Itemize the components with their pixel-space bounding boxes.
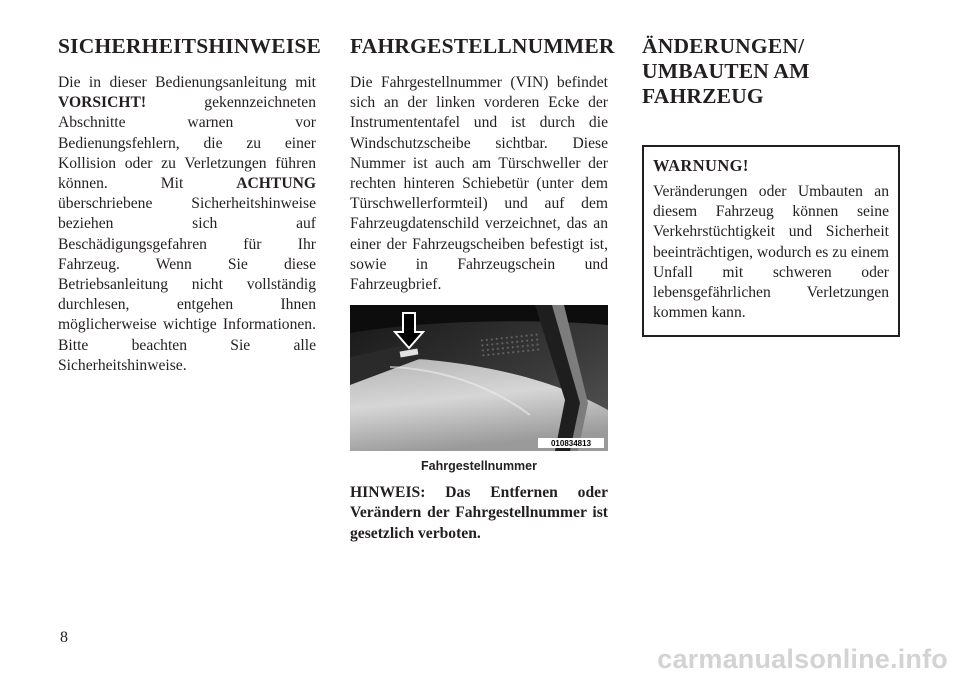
safety-text-part: überschriebene Sicherheitshinweise beziehen sich auf Beschädigungsgefahren für Ihr Fahrzeug. Wenn Sie diese Betriebsanleitung nicht vollständig durchlesen, entgehen Ihnen möglicherweise wichtige Informationen. Bitte beachten Sie alle Sicherheitshinweise. (58, 195, 316, 374)
vin-column (350, 34, 615, 544)
vin-heading: FAHRGESTELLNUMMER (350, 34, 615, 58)
vin-figure (350, 305, 608, 473)
heading-line: ÄNDERUNGEN/ (642, 34, 805, 58)
modifications-column (642, 34, 896, 337)
warning-text: Veränderungen oder Umbauten an diesem Fahrzeug können seine Verkehrstüchtigkeit und Sicherheit beeinträchtigen, wodurch es zu einem Unfall mit schweren oder lebensgefährlichen Verletzungen kommen kann. (653, 183, 889, 322)
warning-box (642, 145, 900, 337)
warning-title: WARNUNG! (653, 156, 749, 175)
figure-id-label: 010834813 (550, 439, 592, 449)
watermark: carmanualsonline.info (657, 644, 948, 674)
attention-keyword: ACHTUNG (236, 175, 316, 193)
heading-line: UMBAUTEN AM (642, 59, 810, 83)
safety-notes-heading: SICHERHEITSHINWEISE (58, 34, 322, 58)
safety-notes-paragraph (58, 73, 316, 376)
heading-line: FAHRZEUG (642, 84, 764, 108)
vin-note: HINWEIS: Das Entfernen oder Verändern der Fahrgestellnummer ist gesetzlich verboten. (350, 484, 608, 542)
vin-paragraph: Die Fahrgestellnummer (VIN) befindet sich an der linken vorderen Ecke der Instrumententafel und ist durch die Windschutzscheibe sichtbar. Diese Nummer ist auch am Türschweller der rechten hinteren Schiebetür (unter dem Türschwellerformteil) und auf dem Fahrzeugdatenschild verzeichnet, das an einer der Fahrzeugscheiben befestigt ist, sowie in Fahrzeugschein und Fahrzeugbrief. (350, 74, 608, 294)
modifications-heading (642, 34, 896, 109)
safety-notes-column (58, 34, 322, 376)
vin-location-photo (350, 305, 608, 451)
caution-keyword: VORSICHT! (58, 94, 147, 112)
safety-text-part: gekennzeichneten Abschnitte warnen vor Bedienungsfehlern, die zu einer Kollision oder zu Verletzungen führen können. Mit (58, 94, 316, 193)
figure-caption: Fahrgestellnummer (420, 459, 537, 474)
page-number: 8 (60, 629, 68, 646)
safety-text-part: Die in dieser Bedienungsanleitung mit (58, 74, 316, 91)
